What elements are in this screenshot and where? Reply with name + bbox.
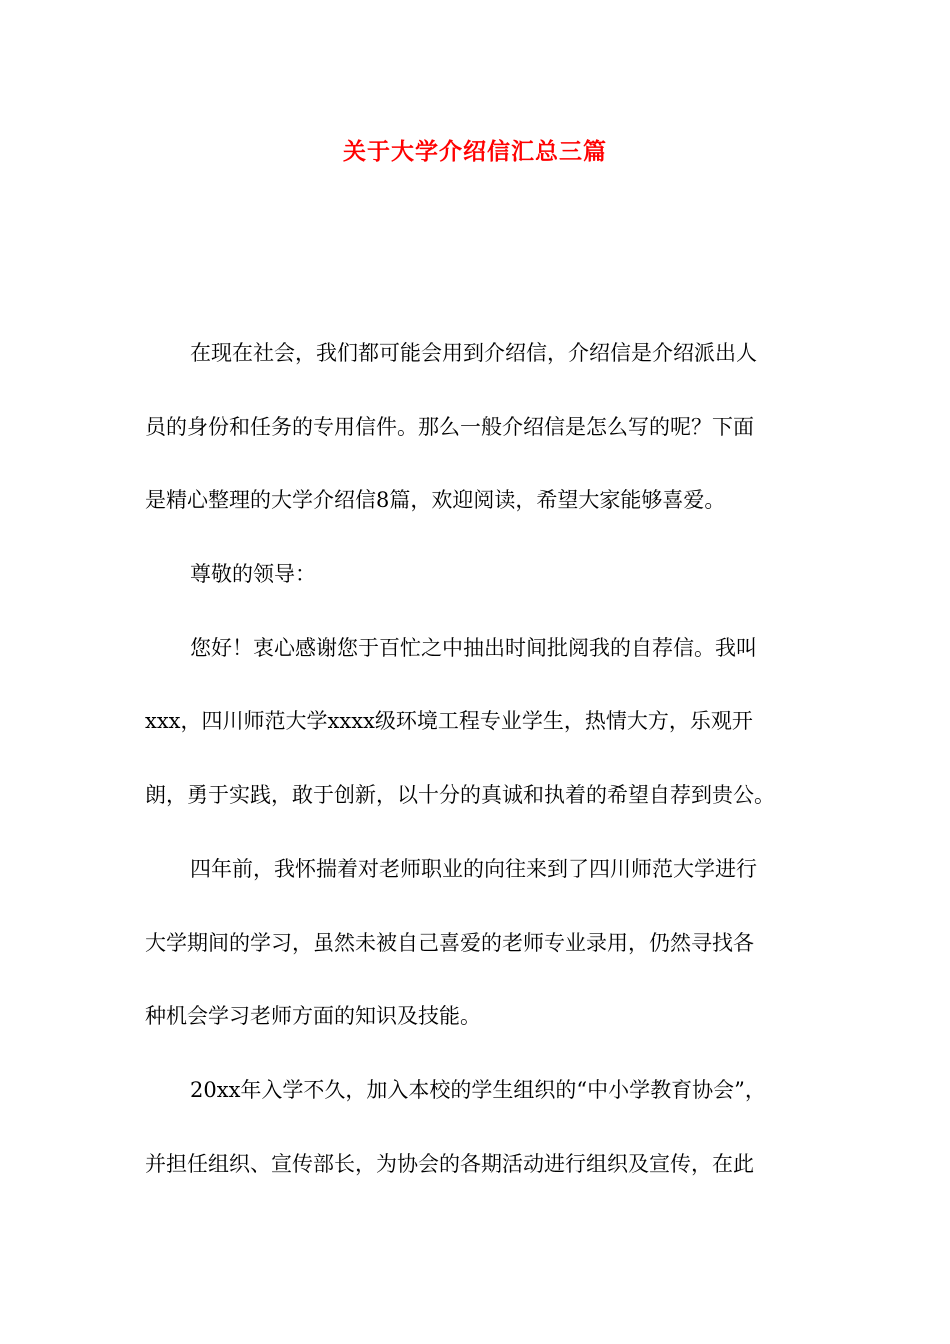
paragraph-line: 20xx年入学不久，加入本校的学生组织的“中小学教育协会”， bbox=[190, 1077, 766, 1102]
paragraph-line: 在现在社会，我们都可能会用到介绍信，介绍信是介绍派出人 bbox=[190, 341, 757, 365]
paragraph-line: 四年前，我怀揣着对老师职业的向往来到了四川师范大学进行 bbox=[190, 856, 757, 881]
paragraph-line: 是精心整理的大学介绍信8篇，欢迎阅读，希望大家能够喜爱。 bbox=[145, 488, 726, 513]
paragraph-line: 大学期间的学习，虽然未被自己喜爱的老师专业录用，仍然寻找各 bbox=[145, 930, 754, 955]
paragraph-line: 朗，勇于实践，敢于创新，以十分的真诚和执着的希望自荐到贵公。 bbox=[145, 783, 775, 808]
paragraph-line: 并担任组织、宣传部长，为协会的各期活动进行组织及宣传，在此 bbox=[145, 1151, 754, 1176]
salutation-line: 尊敬的领导： bbox=[190, 562, 316, 587]
document-title: 关于大学介绍信汇总三篇 bbox=[343, 138, 607, 165]
paragraph-line: xxx，四川师范大学xxxx级环境工程专业学生，热情大方，乐观开 bbox=[145, 709, 753, 734]
document-body bbox=[145, 317, 809, 1201]
paragraph-line: 种机会学习老师方面的知识及技能。 bbox=[145, 1004, 481, 1029]
paragraph-line: 您好！衷心感谢您于百忙之中抽出时间批阅我的自荐信。我叫 bbox=[190, 635, 757, 660]
paragraph-line: 员的身份和任务的专用信件。那么一般介绍信是怎么写的呢？下面 bbox=[145, 414, 754, 439]
